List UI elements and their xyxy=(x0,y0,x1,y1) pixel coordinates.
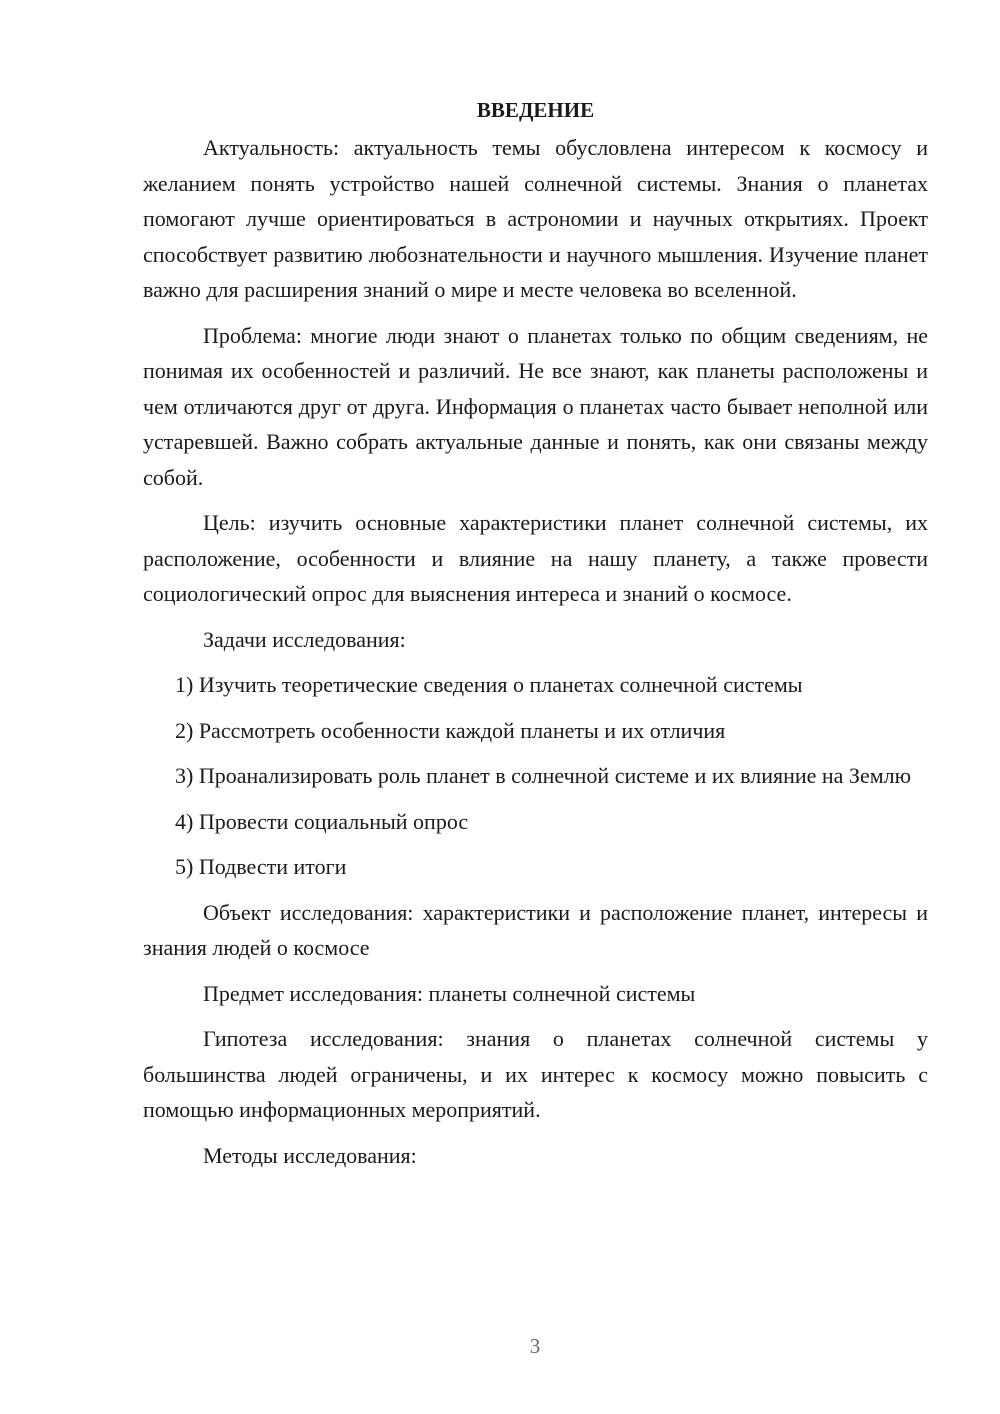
section-heading: ВВЕДЕНИЕ xyxy=(476,98,595,122)
paragraph-subject: Предмет исследования: планеты солнечной системы xyxy=(203,980,696,1006)
list-item-task-2: 2) Рассмотреть особенности каждой планеты и их отличия xyxy=(175,717,726,743)
paragraph-problem: Проблема: многие люди знают о планетах только по общим сведениям, не понимая их особенностей и различий. Не все знают, как планеты расположены и чем отличаются друг от друга. Информация о планетах часто бывает неполной или устаревшей. Важно собрать актуальные данные и понять, как они связаны между собой. xyxy=(143,322,928,490)
page-number: 3 xyxy=(529,1334,541,1358)
tasks-title: Задачи исследования: xyxy=(203,626,406,652)
paragraph-goal: Цель: изучить основные характеристики планет солнечной системы, их расположение, особенности и влияние на нашу планету, а также провести социологический опрос для выяснения интереса и знаний о космосе. xyxy=(143,510,928,606)
list-item-task-4: 4) Провести социальный опрос xyxy=(175,808,469,834)
methods-title: Методы исследования: xyxy=(203,1142,417,1168)
list-item-task-1: 1) Изучить теоретические сведения о планетах солнечной системы xyxy=(175,672,803,697)
list-item-task-3: 3) Проанализировать роль планет в солнечной системе и их влияние на Землю xyxy=(175,763,912,788)
document-page xyxy=(143,95,928,1183)
paragraph-hypothesis: Гипотеза исследования: знания о планетах солнечной системы у большинства людей ограничены, и их интерес к космосу можно повысить с помощью информационных мероприятий. xyxy=(143,1026,928,1122)
paragraph-object: Объект исследования: характеристики и расположение планет, интересы и знания людей о космосе xyxy=(143,899,928,960)
paragraph-relevance: Актуальность: актуальность темы обусловлена интересом к космосу и желанием понять устройство нашей солнечной системы. Знания о планетах помогают лучше ориентироваться в астрономии и научных открытиях. Проект способствует развитию любознательности и научного мышления. Изучение планет важно для расширения знаний о мире и месте человека во вселенной. xyxy=(143,135,928,302)
list-item-task-5: 5) Подвести итоги xyxy=(175,854,347,879)
